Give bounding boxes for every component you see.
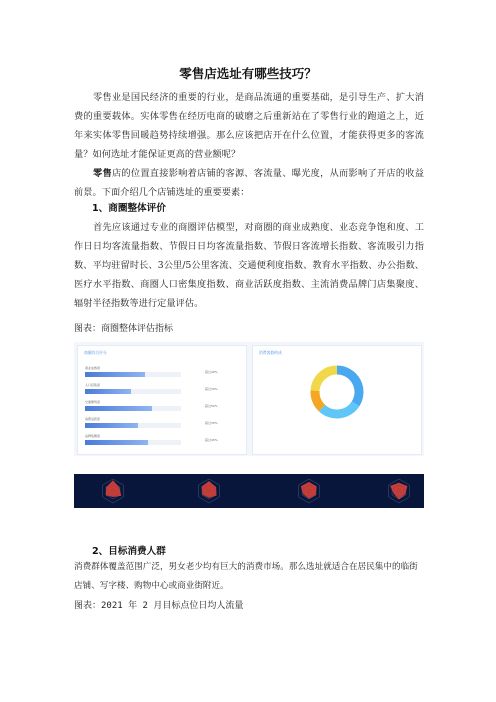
score-bar-value: 超过40% (205, 370, 218, 374)
caption-1: 图表：商圈整体评估指标 (74, 324, 174, 334)
score-bar-row (85, 419, 235, 425)
score-bar-label: 品牌集聚度 (85, 434, 101, 438)
donut-panel-title: 消费客群构成 (259, 350, 282, 355)
section1-body: 首先应该通过专业的商圈评估模型，对商圈的商业成熟度、业态竞争饱和度、工作日日均客流量指数、节假日日均客流量指数、节假日客流增长指数、客流吸引力指数、平均驻留时长、3公里/5公里客流、交通便利度指数、教育水平指数、办公指数、医疗水平指数、商圈人口密集度指数、商业活跃度指数、主流消费品牌门店集聚度、辐射半径指数等进行定量评估。 (74, 222, 424, 309)
score-bar-fill (85, 372, 145, 377)
radar-chart-card (284, 477, 334, 505)
intro-rest: 店的位置直接影响着店铺的客源、客流量、曝光度，从而影响了开店的收益前景。下面介绍几个店铺选址的重要要素： (74, 168, 424, 198)
score-bar-label: 商业成熟度 (85, 366, 101, 370)
section2-body: 消费群体覆盖范围广泛，男女老少均有巨大的消费市场。那么选址就适合在居民集中的临街店铺、写字楼、购物中心或商业街附近。 (74, 562, 418, 591)
radar-chart-card (184, 477, 234, 505)
radar-chart (284, 477, 334, 505)
caption-2: 图表：2021 年 2 月目标点位日均人流量 (74, 601, 244, 611)
donut-slice (337, 370, 359, 404)
donut-slice (322, 404, 356, 414)
intro-paragraph-2 (74, 164, 424, 202)
score-bar-fill (85, 389, 131, 394)
score-bar-label: 交通便利度 (85, 400, 101, 404)
score-bar-row (85, 368, 235, 374)
score-bar-value: 超过45% (205, 438, 218, 442)
score-bar-fill (85, 440, 148, 445)
donut-panel (252, 345, 422, 455)
radar-chart (374, 477, 424, 505)
score-bar-value: 超过35% (205, 421, 218, 425)
radar-chart-card (374, 477, 424, 505)
radar-area (202, 481, 217, 498)
section2-heading: 2、目标消费人群 (92, 546, 166, 557)
score-panel-title: 商圈综合评分 (84, 350, 107, 355)
score-panel (77, 345, 247, 455)
score-bar-label: 消费活跃度 (85, 417, 101, 421)
radar-chart (184, 477, 234, 505)
donut-chart (309, 364, 365, 420)
score-bar-row (85, 436, 235, 442)
radar-strip (74, 474, 424, 508)
radar-chart (88, 477, 138, 505)
score-bar-fill (85, 406, 152, 411)
donut-slice (315, 370, 337, 391)
intro-paragraph: 零售业是国民经济的重要的行业，是商品流通的重要基础，是引导生产、扩大消费的重要载体。实体零售在经历电商的破磨之后重新站在了零售行业的跑道之上，近年来实体零售回暖趋势持续增强。那么应该把店开在什么位置，才能获得更多的客流量？如何选址才能保证更高的营业额呢？ (74, 92, 424, 160)
score-bar-value: 超过30% (205, 387, 218, 391)
page-title: 零售店选址有哪些技巧？ (179, 66, 317, 81)
intro-bold-lead: 零售 (93, 168, 112, 179)
radar-chart-card (88, 477, 138, 505)
donut-slice (315, 391, 322, 408)
score-bar-label: 人口密集度 (85, 383, 101, 387)
radar-area (106, 480, 122, 497)
score-bar-fill (85, 423, 138, 428)
radar-area (390, 483, 407, 500)
score-bar-row (85, 402, 235, 408)
dashboard-figure (74, 342, 424, 456)
section1-heading: 1、商圈整体评价 (92, 203, 166, 214)
score-bar-row (85, 385, 235, 391)
score-bar-value: 超过50% (205, 404, 218, 408)
